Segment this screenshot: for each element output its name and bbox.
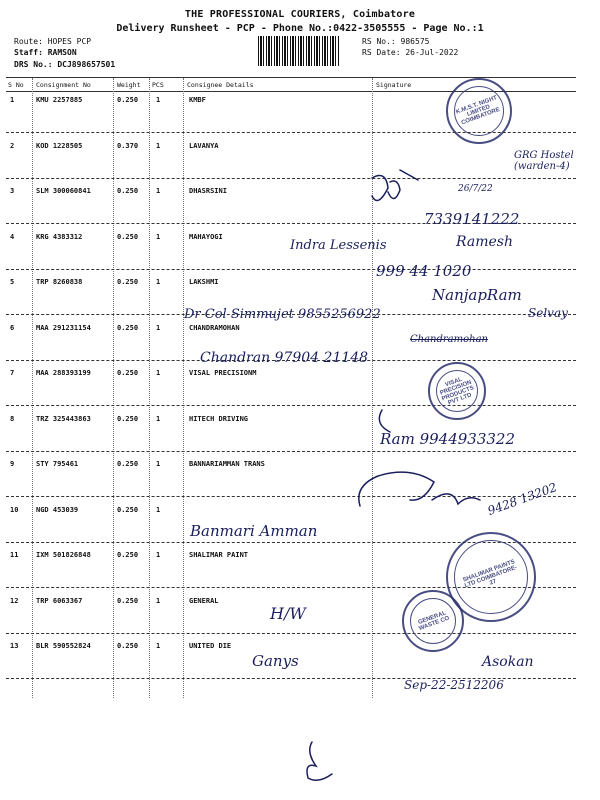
staff-label: Staff: bbox=[14, 48, 43, 57]
row-consignment-no: BLR 590552824 bbox=[36, 642, 91, 650]
handwriting: Ganys bbox=[252, 652, 299, 670]
row-pcs: 1 bbox=[156, 551, 161, 559]
row-weight: 0.250 bbox=[117, 414, 139, 423]
row-consignee: SHALIMAR PAINT bbox=[189, 551, 249, 559]
row-sno: 11 bbox=[10, 551, 19, 559]
signature-scribble bbox=[379, 410, 390, 432]
row-consignment-no: STY 795461 bbox=[36, 460, 79, 468]
row-consignee: LAKSHMI bbox=[189, 278, 219, 286]
row-consignee: CHANDRAMOHAN bbox=[189, 323, 240, 332]
handwriting: Ramesh bbox=[456, 234, 513, 250]
row-consignment-no: KRG 4383312 bbox=[36, 232, 83, 241]
col-pcs: PCS bbox=[152, 81, 164, 89]
row-pcs: 1 bbox=[156, 96, 161, 104]
signature-scribble bbox=[307, 742, 332, 780]
runsheet-title: THE PROFESSIONAL COURIERS, Coimbatore bbox=[184, 9, 416, 20]
row-sno: 7 bbox=[10, 369, 15, 377]
row-consignee: KMBF bbox=[189, 96, 206, 104]
row-consignment-no: NGD 453039 bbox=[36, 505, 79, 514]
handwriting: Ram 9944933322 bbox=[380, 430, 516, 448]
row-sno: 4 bbox=[10, 232, 15, 241]
handwriting: 999 44 1020 bbox=[376, 262, 472, 280]
row-pcs: 1 bbox=[156, 596, 161, 605]
row-weight: 0.250 bbox=[117, 232, 139, 241]
row-consignee: VISAL PRECISIONM bbox=[189, 369, 257, 377]
row-sno: 9 bbox=[10, 460, 15, 468]
row-weight: 0.250 bbox=[117, 96, 139, 104]
handwriting: GRG Hostel (warden-4) bbox=[514, 150, 574, 172]
row-consignee: DHASRSINI bbox=[189, 187, 227, 195]
stamp-general: GENERAL WASTE CO bbox=[402, 590, 464, 652]
row-consignment-no: MAA 288393199 bbox=[36, 369, 91, 377]
handwriting: Sep-22-2512206 bbox=[404, 678, 504, 692]
stamp-kmst: K.M.S.T. NIGHT LIMITED COIMBATORE bbox=[446, 78, 512, 144]
handwriting: 7339141222 bbox=[424, 210, 520, 228]
row-consignment-no: KMU 2257885 bbox=[36, 96, 83, 104]
row-consignee: GENERAL bbox=[189, 596, 219, 605]
drs-value: DCJ898657501 bbox=[57, 60, 116, 69]
rs-no-label: RS No.: bbox=[362, 37, 396, 46]
row-consignment-no: TRZ 325443863 bbox=[36, 414, 91, 423]
handwriting: H/W bbox=[270, 604, 306, 623]
row-sno: 6 bbox=[10, 323, 15, 332]
handwriting: NanjapRam bbox=[432, 286, 522, 304]
row-pcs: 1 bbox=[156, 369, 161, 377]
row-sno: 5 bbox=[10, 278, 15, 286]
row-consignee: BANNARIAMMAN TRANS bbox=[189, 460, 265, 468]
col-consignee: Consignee Details bbox=[187, 81, 254, 89]
route-value: HOPES PCP bbox=[47, 37, 92, 46]
row-sno: 3 bbox=[10, 187, 15, 195]
row-sno: 1 bbox=[10, 96, 15, 104]
rs-no-value: 986575 bbox=[400, 37, 430, 46]
runsheet-subtitle: Delivery Runsheet - PCP - Phone No.:0422-3505555 - Page No.:1 bbox=[116, 23, 484, 34]
route-label: Route: bbox=[14, 37, 43, 46]
row-pcs: 1 bbox=[156, 278, 161, 286]
row-weight: 0.250 bbox=[117, 551, 139, 559]
row-consignment-no: TRP 6063367 bbox=[36, 596, 83, 605]
row-weight: 0.250 bbox=[117, 642, 139, 650]
stamp-shalimar: SHALIMAR PAINTS LTD COIMBATORE-27 bbox=[446, 532, 536, 622]
row-sno: 8 bbox=[10, 414, 15, 423]
rs-date-value: 26-Jul-2022 bbox=[405, 48, 459, 57]
row-pcs: 1 bbox=[156, 642, 161, 650]
row-weight: 0.250 bbox=[117, 369, 139, 377]
row-consignee: UNITED DIE bbox=[189, 642, 232, 650]
row-pcs: 1 bbox=[156, 323, 161, 332]
row-consignment-no: IXM 501826848 bbox=[36, 551, 91, 559]
col-weight: Weight bbox=[117, 81, 141, 89]
rs-date-label: RS Date: bbox=[362, 48, 401, 57]
handwriting: Banmari Amman bbox=[190, 522, 318, 540]
row-weight: 0.250 bbox=[117, 323, 139, 332]
row-sno: 2 bbox=[10, 141, 15, 150]
drs-label: DRS No.: bbox=[14, 60, 53, 69]
handwriting: Asokan bbox=[482, 654, 534, 670]
handwriting: Chandramohan bbox=[410, 334, 488, 345]
handwriting: 9428 13202 bbox=[485, 480, 559, 518]
row-consignment-no: TRP 8260838 bbox=[36, 278, 83, 286]
row-pcs: 1 bbox=[156, 141, 161, 150]
row-pcs: 1 bbox=[156, 414, 161, 423]
handwriting: Indra Lessenis bbox=[290, 238, 387, 253]
row-consignee: MAHAYOGI bbox=[189, 232, 223, 241]
row-weight: 0.370 bbox=[117, 141, 139, 150]
row-sno: 13 bbox=[10, 642, 19, 650]
signature-scribble bbox=[359, 472, 480, 506]
col-sno: S No bbox=[8, 81, 24, 89]
row-pcs: 1 bbox=[156, 187, 161, 195]
row-consignment-no: KOD 1228505 bbox=[36, 141, 83, 150]
signature-scribble bbox=[372, 170, 418, 201]
row-weight: 0.250 bbox=[117, 278, 139, 286]
row-consignee: LAVANYA bbox=[189, 141, 219, 150]
row-pcs: 1 bbox=[156, 460, 161, 468]
row-weight: 0.250 bbox=[117, 460, 139, 468]
row-weight: 0.250 bbox=[117, 187, 139, 195]
row-sno: 10 bbox=[10, 505, 19, 514]
row-weight: 0.250 bbox=[117, 596, 139, 605]
col-consignment: Consignment No bbox=[36, 81, 91, 89]
row-pcs: 1 bbox=[156, 505, 161, 514]
row-consignment-no: MAA 291231154 bbox=[36, 323, 91, 332]
col-signature: Signature bbox=[376, 81, 412, 89]
row-consignment-no: SLM 300060841 bbox=[36, 187, 91, 195]
row-sno: 12 bbox=[10, 596, 19, 605]
row-consignee: HITECH DRIVING bbox=[189, 414, 249, 423]
staff-value: RAMSON bbox=[47, 48, 77, 57]
handwriting: Chandran 97904 21148 bbox=[200, 350, 369, 366]
handwriting: Dr Col Simmujet 9855256922 bbox=[184, 307, 381, 322]
stamp-visal: VISAL PRECISION PRODUCTS PVT LTD bbox=[428, 362, 486, 420]
row-weight: 0.250 bbox=[117, 505, 139, 514]
handwriting: Selvay bbox=[528, 306, 568, 320]
handwriting: 26/7/22 bbox=[458, 184, 493, 194]
row-pcs: 1 bbox=[156, 232, 161, 241]
